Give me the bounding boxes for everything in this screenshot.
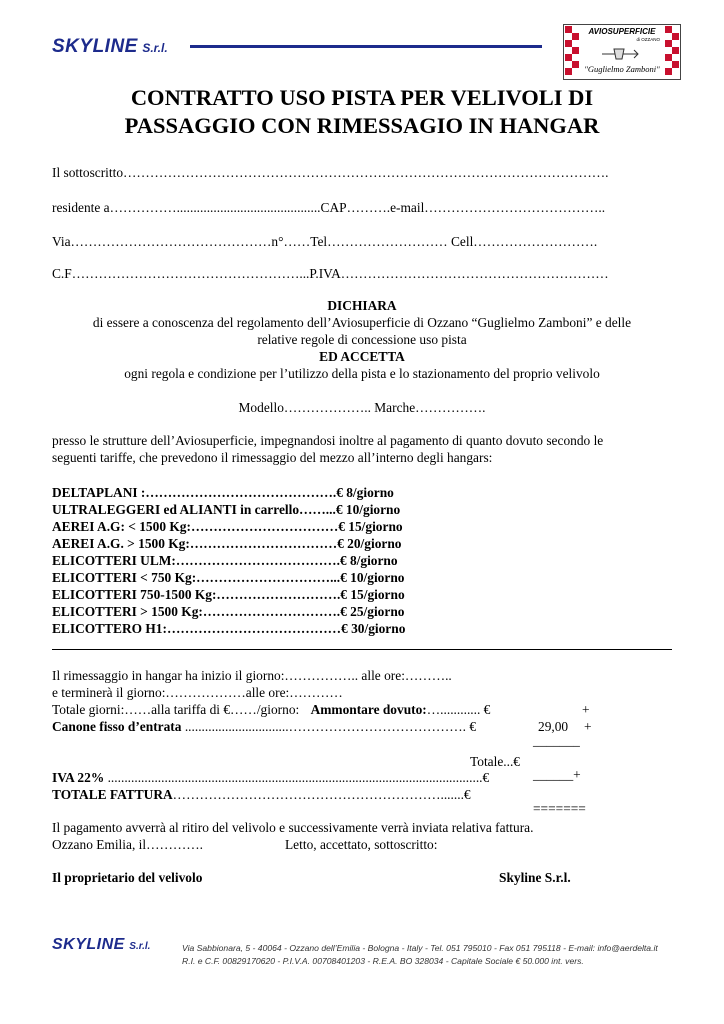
totale-fattura-label: TOTALE FATTURA <box>52 787 173 802</box>
tariff-row: ULTRALEGGERI ed ALIANTI in carrello……...€ 10/giorno <box>52 502 401 517</box>
separator-double: ======= <box>533 801 586 816</box>
logo-line3: "Guglielmo Zamboni" <box>584 64 660 74</box>
tariff-row: ELICOTTERO H1:…………………………………€ 30/giorno <box>52 621 406 636</box>
rimessaggio-termine: e terminerà il giorno:………………alle ore:………… <box>52 685 343 700</box>
iva-row <box>52 770 489 786</box>
header-rule <box>190 45 542 48</box>
tariff-row: AEREI A.G: < 1500 Kg:……………………………€ 15/giorno <box>52 519 403 534</box>
presso-text1: presso le strutture dell’Aviosuperficie, impegnandosi inoltre al pagamento di quanto dovuto secondo le <box>52 433 604 448</box>
presso-text2: seguenti tariffe, che prevedono il rimessaggio del mezzo all’interno degli hangars: <box>52 450 493 465</box>
totale-fattura-dots: …………………………………………………….......€ <box>172 787 471 802</box>
iva-blank: ______+ <box>533 767 581 782</box>
letto-text: Letto, accettato, sottoscritto: <box>285 837 438 852</box>
signature-skyline: Skyline S.r.l. <box>499 870 571 885</box>
title-line1: CONTRATTO USO PISTA PER VELIVOLI DI <box>130 85 594 110</box>
title-line2: PASSAGGIO CON RIMESSAGIO IN HANGAR <box>124 113 600 138</box>
tariff-list <box>52 484 405 637</box>
totale-giorni-label: Totale giorni:……alla tariffa di €……/giorno: <box>52 702 300 717</box>
canone-dots: ...............................…………………………………. € <box>184 719 477 734</box>
field-residente: residente a……………...........................................CAP……….e-mail………………………………….. <box>52 200 606 215</box>
footer-brand: SKYLINE S.r.l. <box>52 936 151 953</box>
section-divider <box>52 649 672 650</box>
ammontare-label: Ammontare dovuto: <box>310 702 427 717</box>
footer-address: Via Sabbionara, 5 - 40064 - Ozzano dell’Emilia - Bologna - Italy - Tel. 051 795010 - Fax 051 795118 - E-mail: info@aerdelta.it <box>182 943 658 953</box>
modello-marche: Modello……………….. Marche……………. <box>238 400 486 415</box>
plus-sign: + <box>582 702 590 717</box>
tariff-row: DELTAPLANI :…………………………………….€ 8/giorno <box>52 485 394 500</box>
accetta-text: ogni regola e condizione per l’utilizzo della pista e lo stazionamento del proprio velivolo <box>124 366 600 381</box>
ozzano-date: Ozzano Emilia, il…………. <box>52 837 203 852</box>
tariff-row: AEREI A.G. > 1500 Kg:……………………………€ 20/giorno <box>52 536 402 551</box>
tariff-row: ELICOTTERI < 750 Kg:…………………………...€ 10/giorno <box>52 570 405 585</box>
canone-value: 29,00 <box>538 719 569 734</box>
logo-line2: di OZZANO <box>636 37 660 42</box>
field-sottoscritto: Il sottoscritto………………………………………………………………………………………………. <box>52 165 609 180</box>
totale-fattura-row <box>52 787 471 803</box>
tariff-row: ELICOTTERI > 1500 Kg:………………………….€ 25/giorno <box>52 604 405 619</box>
totale-giorni-row <box>52 702 490 718</box>
totale-label: Totale...€ <box>470 754 521 769</box>
signature-owner: Il proprietario del velivolo <box>52 870 203 885</box>
iva-label: IVA 22% <box>52 770 105 785</box>
dichiara-text1: di essere a conoscenza del regolamento dell’Aviosuperficie di Ozzano “Guglielmo Zamboni” e delle <box>92 315 632 330</box>
rimessaggio-inizio: Il rimessaggio in hangar ha inizio il giorno:…………….. alle ore:……….. <box>52 668 452 683</box>
canone-label: Canone fisso d’entrata <box>52 719 182 734</box>
ammontare-dots: …............ € <box>426 702 491 717</box>
plus-sign: + <box>584 719 592 734</box>
company-logo <box>563 24 681 80</box>
pagamento-text: Il pagamento avverrà al ritiro del velivolo e successivamente verrà inviata relativa fattura. <box>52 820 534 835</box>
dichiara-text2: relative regole di concessione uso pista <box>257 332 467 347</box>
tariff-row: ELICOTTERI 750-1500 Kg:……………………….€ 15/giorno <box>52 587 405 602</box>
header-brand: SKYLINE S.r.l. <box>52 36 168 57</box>
logo-line1: AVIOSUPERFICIE <box>588 27 656 36</box>
separator-short: _______ <box>533 733 580 748</box>
iva-dots: ................................................................................................................€ <box>107 770 490 785</box>
footer-legal: R.I. e C.F. 00829170620 - P.I.V.A. 00708401203 - R.E.A. BO 328034 - Capitale Sociale € 50.000 int. vers. <box>182 956 584 966</box>
accetta-heading: ED ACCETTA <box>319 349 405 364</box>
page-title <box>0 84 724 140</box>
canone-row <box>52 719 476 735</box>
field-via: Via………………………………………n°……Tel……………………… Cell………………………. <box>52 234 598 249</box>
dichiara-heading: DICHIARA <box>327 298 397 313</box>
tariff-row: ELICOTTERI ULM:……………………………….€ 8/giorno <box>52 553 398 568</box>
field-cf: C.F……………………………………………...P.IVA…………………………………………………… <box>52 266 609 281</box>
